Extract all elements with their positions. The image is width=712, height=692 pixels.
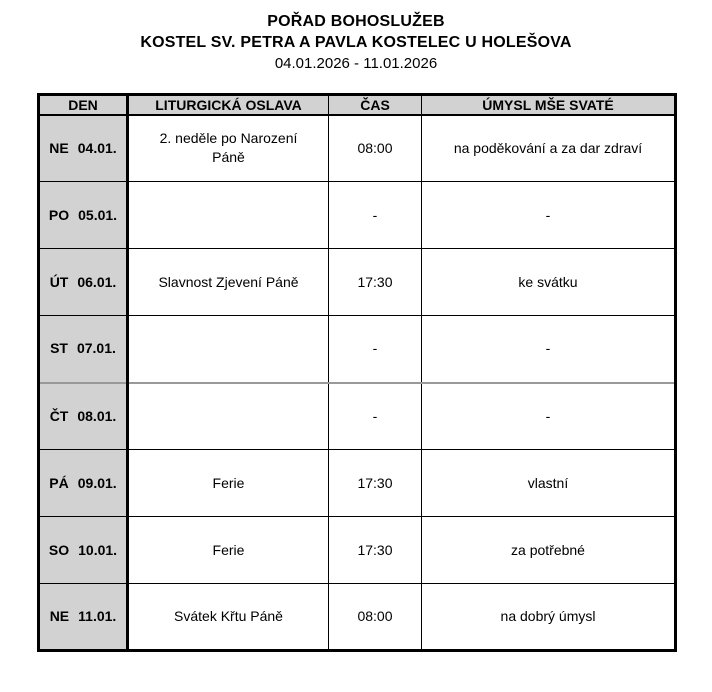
- day-date: 09.01.: [77, 474, 117, 491]
- day-abbreviation: PÁ: [49, 474, 69, 491]
- day-abbreviation: NE: [49, 139, 69, 156]
- celebration-cell: Slavnost Zjevení Páně: [128, 249, 329, 316]
- intention-cell: -: [422, 383, 676, 450]
- celebration-cell: [128, 316, 329, 383]
- intention-cell: vlastní: [422, 450, 676, 517]
- document-title: POŘAD BOHOSLUŽEB: [267, 13, 445, 30]
- day-abbreviation: ÚT: [49, 273, 69, 290]
- column-header-intention: ÚMYSL MŠE SVATÉ: [422, 95, 676, 115]
- time-cell: 17:30: [329, 517, 422, 584]
- column-header-celebration: LITURGICKÁ OSLAVA: [128, 95, 329, 115]
- day-cell: [39, 115, 128, 182]
- day-date: 04.01.: [77, 139, 117, 156]
- time-cell: 08:00: [329, 115, 422, 182]
- table-row: [39, 450, 676, 517]
- day-abbreviation: PO: [48, 206, 70, 223]
- time-cell: -: [329, 383, 422, 450]
- celebration-cell: [128, 383, 329, 450]
- celebration-cell: [128, 182, 329, 249]
- intention-cell: -: [422, 316, 676, 383]
- date-range: 04.01.2026 - 11.01.2026: [274, 55, 438, 72]
- service-schedule-table: [37, 93, 677, 652]
- time-cell: -: [329, 316, 422, 383]
- day-abbreviation: ČT: [49, 407, 69, 424]
- celebration-cell: 2. neděle po Narození Páně: [128, 115, 329, 182]
- day-cell: [39, 517, 128, 584]
- document-header: [0, 11, 712, 74]
- celebration-cell: Svátek Křtu Páně: [128, 584, 329, 651]
- church-name: KOSTEL SV. PETRA A PAVLA KOSTELEC U HOLEŠOVA: [140, 34, 572, 51]
- intention-cell: ke svátku: [422, 249, 676, 316]
- day-cell: [39, 249, 128, 316]
- day-date: 11.01.: [78, 608, 117, 624]
- day-cell: [39, 450, 128, 517]
- intention-cell: na poděkování a za dar zdraví: [422, 115, 676, 182]
- day-cell: [39, 182, 128, 249]
- day-abbreviation: ST: [50, 340, 68, 357]
- intention-cell: za potřebné: [422, 517, 676, 584]
- intention-cell: na dobrý úmysl: [422, 584, 676, 651]
- celebration-cell: Ferie: [128, 517, 329, 584]
- day-cell: [39, 383, 128, 450]
- column-header-time: ČAS: [329, 95, 422, 115]
- day-date: 08.01.: [77, 407, 117, 424]
- column-header-day: DEN: [39, 95, 128, 115]
- time-cell: 17:30: [329, 450, 422, 517]
- table-row: [39, 383, 676, 450]
- day-date: 05.01.: [78, 206, 118, 223]
- day-abbreviation: SO: [48, 541, 70, 558]
- day-date: 07.01.: [76, 340, 116, 357]
- table-row: [39, 249, 676, 316]
- day-date: 10.01.: [78, 541, 118, 558]
- time-cell: -: [329, 182, 422, 249]
- day-date: 06.01.: [77, 273, 117, 290]
- day-cell: [39, 584, 128, 651]
- table-row: [39, 182, 676, 249]
- intention-cell: -: [422, 182, 676, 249]
- table-row: [39, 316, 676, 383]
- table-row: [39, 584, 676, 651]
- time-cell: 17:30: [329, 249, 422, 316]
- celebration-cell: Ferie: [128, 450, 329, 517]
- table-row: [39, 115, 676, 182]
- table-row: [39, 517, 676, 584]
- day-cell: [39, 316, 128, 383]
- table-header-row: [39, 95, 676, 115]
- day-abbreviation: NE: [49, 608, 70, 624]
- time-cell: 08:00: [329, 584, 422, 651]
